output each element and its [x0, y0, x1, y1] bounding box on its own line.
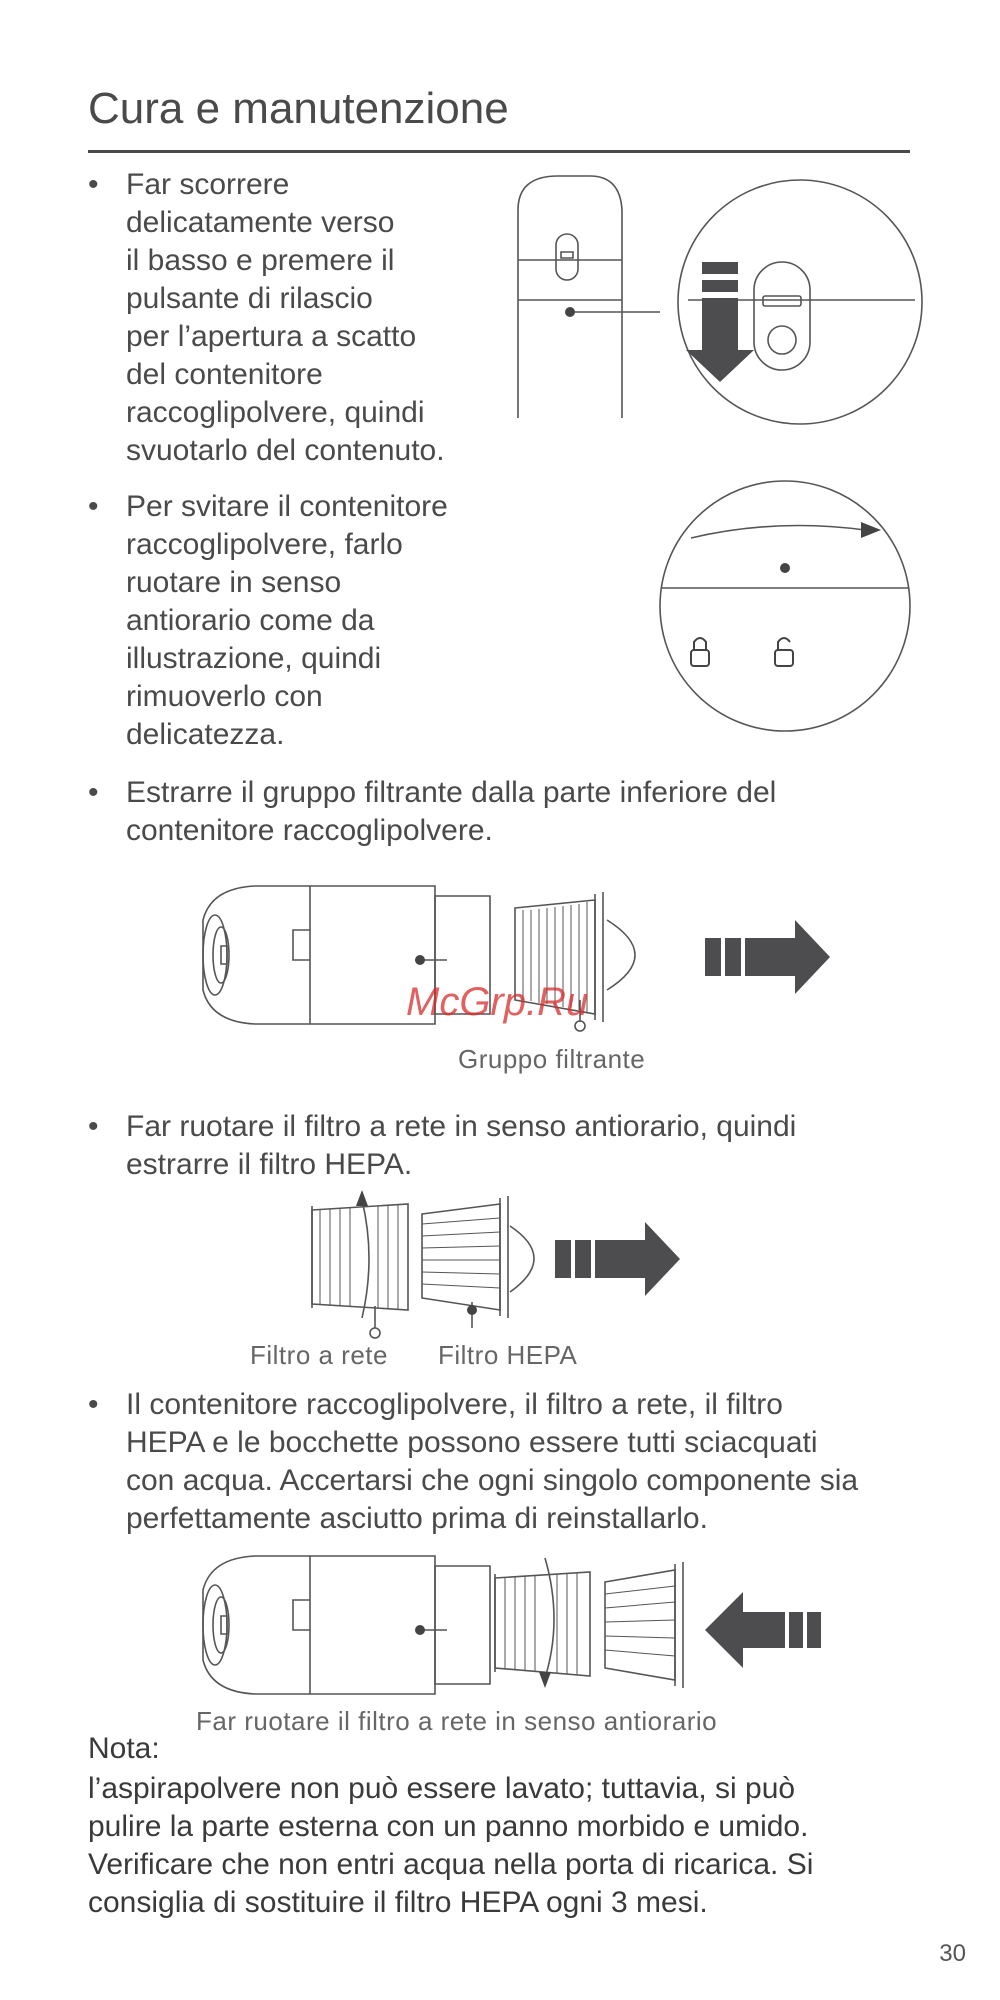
note-line: l’aspirapolvere non può essere lavato; tuttavia, si può	[88, 1772, 796, 1805]
rotate-down-arrow-icon	[539, 1672, 551, 1688]
note-line: pulire la parte esterna con un panno morbido e umido.	[88, 1810, 809, 1843]
page-title: Cura e manutenzione	[88, 84, 509, 133]
right-arrow-icon	[555, 1222, 680, 1296]
caption-filtro-hepa: Filtro HEPA	[438, 1340, 578, 1370]
right-arrow-icon	[705, 920, 830, 994]
bullet-marker: •	[88, 1388, 99, 1421]
text-line: raccoglipolvere, farlo	[126, 528, 403, 561]
bullet-text	[126, 488, 528, 754]
text-line: delicatamente verso	[126, 206, 395, 239]
dot-marker	[415, 955, 425, 965]
text-line: raccoglipolvere, quindi	[126, 396, 425, 429]
text-line: del contenitore	[126, 358, 323, 391]
title-divider	[88, 150, 910, 153]
filter-pleats	[320, 1205, 500, 1309]
bullet-text	[126, 166, 518, 470]
mesh-hepa-separation-illustration	[300, 1188, 690, 1338]
text-line: Per svitare il contenitore	[126, 490, 448, 523]
left-arrow-icon	[705, 1592, 821, 1668]
bullet-release-button	[88, 166, 518, 470]
text-line: con acqua. Accertarsi che ogni singolo componente sia	[126, 1464, 859, 1497]
text-line: Il contenitore raccoglipolvere, il filtro a rete, il filtro	[126, 1388, 783, 1421]
text-line: delicatezza.	[126, 718, 285, 751]
caption-rotate-note: Far ruotare il filtro a rete in senso antiorario	[196, 1706, 718, 1736]
bullet-marker: •	[88, 776, 99, 809]
bullet-rotate-mesh-filter	[88, 1108, 948, 1184]
text-line: Estrarre il gruppo filtrante dalla parte inferiore del	[126, 776, 777, 809]
text-line: ruotare in senso	[126, 566, 342, 599]
dot-marker	[780, 563, 790, 573]
unlock-icon	[775, 638, 793, 666]
text-line: illustrazione, quindi	[126, 642, 382, 675]
note-title: Nota:	[88, 1732, 160, 1765]
text-line: svuotarlo del contenuto.	[126, 434, 445, 467]
rotate-arrow-icon	[861, 522, 881, 538]
caption-gruppo-filtrante: Gruppo filtrante	[458, 1044, 646, 1074]
bullet-extract-filter	[88, 774, 948, 850]
text-line: il basso e premere il	[126, 244, 395, 277]
bullet-washable-parts	[88, 1386, 968, 1538]
note-line: consiglia di sostituire il filtro HEPA ogni 3 mesi.	[88, 1886, 708, 1919]
text-line: estrarre il filtro HEPA.	[126, 1148, 413, 1181]
text-line: rimuoverlo con	[126, 680, 323, 713]
text-line: Far ruotare il filtro a rete in senso antiorario, quindi	[126, 1110, 797, 1143]
bullet-text	[126, 1386, 968, 1538]
dot-marker	[415, 1625, 425, 1635]
reassembly-illustration	[195, 1550, 845, 1700]
bullet-marker: •	[88, 168, 99, 201]
bullet-text	[126, 774, 948, 850]
text-line: per l’apertura a scatto	[126, 320, 417, 353]
lock-icon	[691, 638, 709, 666]
page-number: 30	[939, 1940, 966, 1967]
text-line: antiorario come da	[126, 604, 375, 637]
dot-marker	[467, 1305, 477, 1315]
bullet-marker: •	[88, 1110, 99, 1143]
rotate-up-arrow-icon	[356, 1190, 368, 1206]
down-arrow-icon	[686, 262, 754, 382]
unlock-rotation-illustration	[655, 478, 915, 733]
text-line: Far scorrere	[126, 168, 290, 201]
dot-marker	[565, 307, 575, 317]
text-line: HEPA e le bocchette possono essere tutti sciacquati	[126, 1426, 818, 1459]
note-text	[88, 1770, 918, 1922]
release-button-illustration	[510, 170, 910, 440]
caption-filtro-a-rete: Filtro a rete	[250, 1340, 388, 1370]
text-line: contenitore raccoglipolvere.	[126, 814, 493, 847]
bullet-marker: •	[88, 490, 99, 523]
note-line: Verificare che non entri acqua nella porta di ricarica. Si	[88, 1848, 814, 1881]
watermark: McGrp.Ru	[406, 980, 589, 1024]
bullet-unscrew-container	[88, 488, 528, 754]
bullet-text	[126, 1108, 948, 1184]
text-line: pulsante di rilascio	[126, 282, 373, 315]
text-line: perfettamente asciutto prima di reinstallarlo.	[126, 1502, 708, 1535]
